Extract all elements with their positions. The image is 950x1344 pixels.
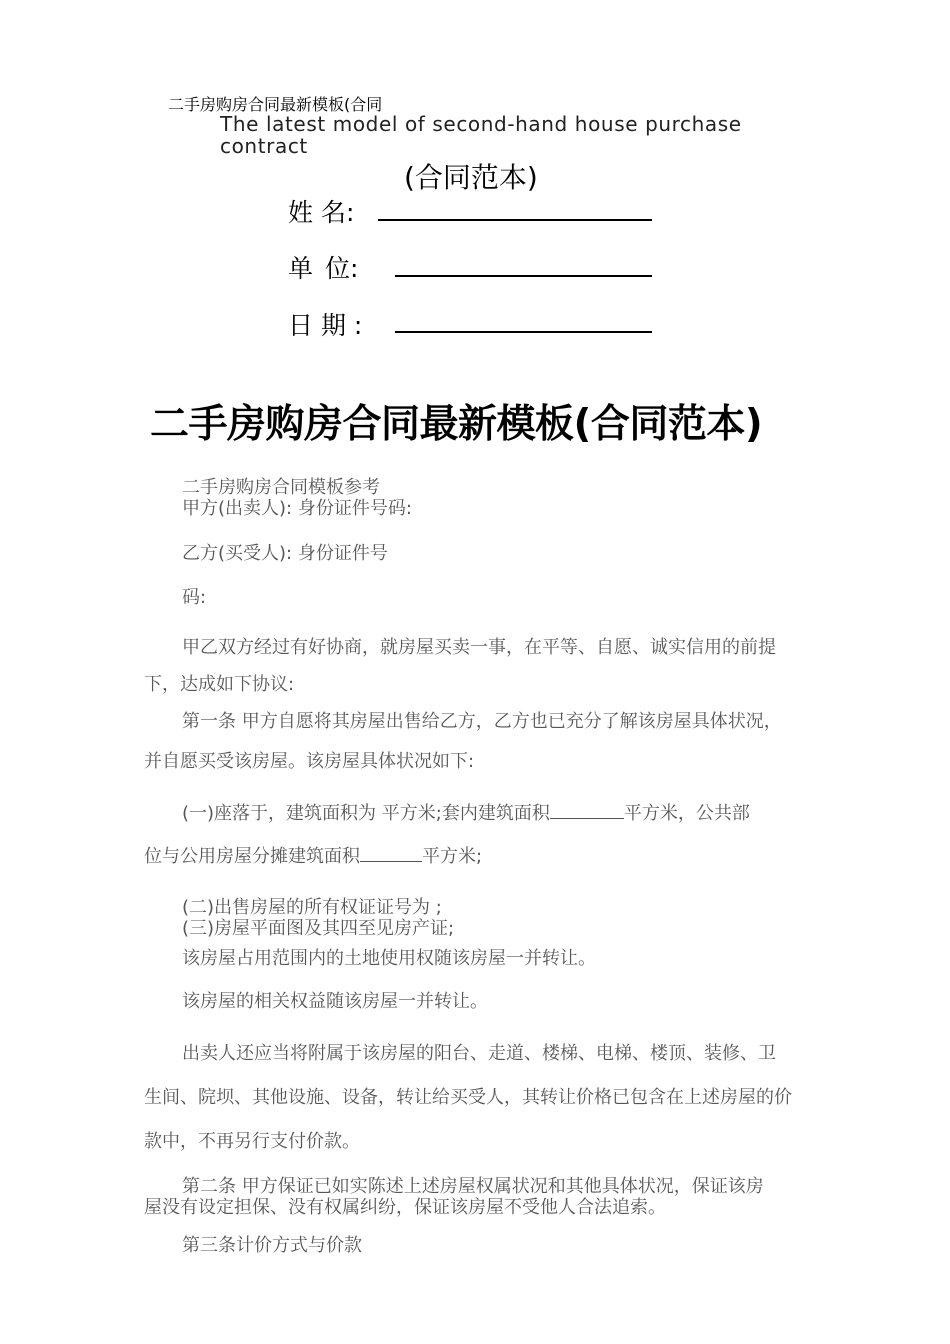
body-paragraph-cont: 款中，不再另行支付价款。: [144, 1131, 360, 1152]
name-field-line[interactable]: [378, 219, 652, 221]
floor-plan-line: (三)房屋平面图及其四至见房产证;: [182, 918, 455, 939]
text-segment: 平方米，公共部: [623, 803, 750, 824]
header-title-cn: 二手房购房合同最新模板(合同: [168, 95, 383, 114]
property-location-line: [182, 799, 750, 825]
cover-subtitle: (合同范本): [404, 161, 538, 194]
party-b-line-cont: 码:: [182, 587, 207, 608]
date-field-line[interactable]: [395, 331, 652, 333]
party-b-line: 乙方(买受人): 身份证件号: [182, 543, 388, 564]
certificate-line: (二)出售房屋的所有权证证号为 ;: [182, 897, 442, 918]
property-area-line: [144, 842, 482, 868]
article-3-heading: 第三条计价方式与价款: [182, 1235, 362, 1256]
body-paragraph-cont: 生间、院坝、其他设施、设备，转让给买受人，其转让价格已包含在上述房屋的价: [144, 1087, 792, 1108]
land-use-line: 该房屋占用范围内的土地使用权随该房屋一并转让。: [182, 948, 596, 969]
body-paragraph: 甲乙双方经过有好协商，就房屋买卖一事，在平等、自愿、诚实信用的前提: [182, 637, 776, 658]
blank-field: [550, 817, 624, 819]
party-a-line: 甲方(出卖人): 身份证件号码:: [182, 498, 412, 519]
body-paragraph-cont: 下，达成如下协议:: [144, 674, 295, 695]
article-1-cont: 并自愿买受该房屋。该房屋具体状况如下:: [144, 751, 475, 772]
article-2: 第二条 甲方保证已如实陈述上述房屋权属状况和其他具体状况，保证该房: [182, 1176, 764, 1197]
text-segment: 平方米;: [422, 846, 483, 867]
text-segment: (一)座落于，建筑面积为 平方米;套内建筑面积: [182, 803, 550, 824]
header-title-en: The latest model of second-hand house purchase contract: [220, 112, 742, 158]
unit-field-line[interactable]: [395, 275, 652, 277]
date-field-label: 日 期 :: [288, 311, 363, 340]
body-paragraph: 出卖人还应当将附属于该房屋的阳台、走道、楼梯、电梯、楼顶、装修、卫: [182, 1043, 776, 1064]
article-2-cont: 屋没有设定担保、没有权属纠纷，保证该房屋不受他人合法追索。: [144, 1197, 666, 1218]
unit-field-label: 单 位:: [288, 254, 359, 283]
blank-field: [360, 860, 422, 862]
name-field-label: 姓 名:: [288, 198, 355, 227]
article-1: 第一条 甲方自愿将其房屋出售给乙方，乙方也已充分了解该房屋具体状况，: [182, 711, 782, 732]
text-segment: 位与公用房屋分摊建筑面积: [144, 846, 360, 867]
main-title: 二手房购房合同最新模板(合同范本): [150, 402, 763, 447]
rights-line: 该房屋的相关权益随该房屋一并转让。: [182, 991, 488, 1012]
body-paragraph: 二手房购房合同模板参考: [182, 477, 380, 498]
